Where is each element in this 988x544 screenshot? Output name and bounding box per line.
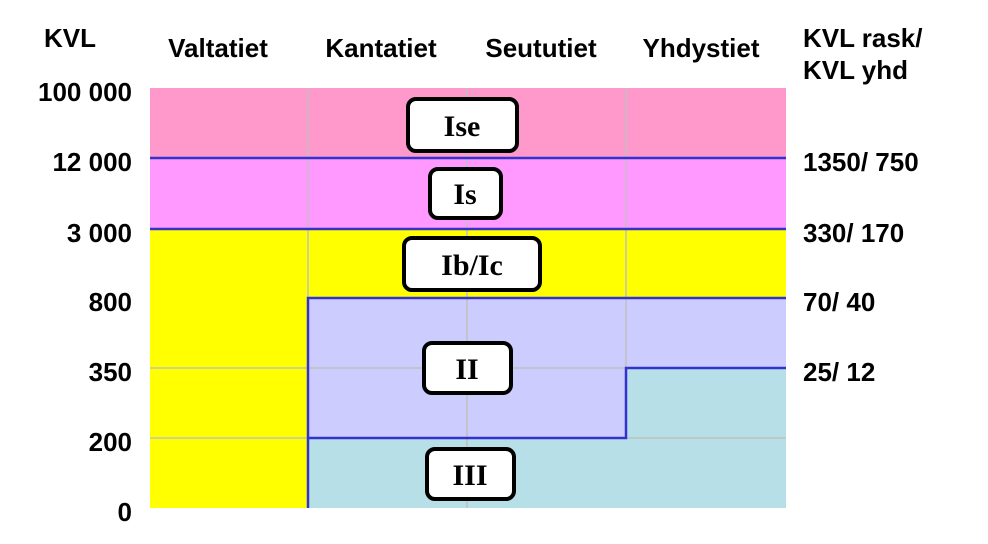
right-value-70-40: 70/ 40 [803,287,876,317]
y-label-12000: 12 000 [52,147,132,177]
class-label-ise [408,99,517,151]
svg-text:II: II [455,353,479,386]
column-header-yhdystiet: Yhdystiet [642,33,760,63]
y-label-0: 0 [117,497,132,527]
column-header-valtatiet: Valtatiet [168,33,268,63]
y-label-3000: 3 000 [66,218,132,248]
region-valtatiet-lower [150,298,308,508]
column-header-seututiet: Seututiet [485,33,597,63]
svg-text:Ib/Ic: Ib/Ic [441,249,503,282]
class-label-ib-ic [404,238,540,290]
svg-text:Ise: Ise [443,110,481,143]
class-label-is [430,169,501,218]
y-label-100000: 100 000 [38,77,132,107]
class-label-iii [427,449,514,499]
column-header-kantatiet: Kantatiet [325,33,437,63]
y-label-800: 800 [88,287,132,317]
y-label-200: 200 [88,427,132,457]
right-header-line2: KVL yhd [803,55,908,85]
svg-text:III: III [452,459,488,492]
svg-text:Is: Is [453,178,477,211]
y-axis-label: KVL [44,23,96,53]
y-label-350: 350 [88,357,132,387]
right-value-330-170: 330/ 170 [803,218,905,248]
right-value-25-12: 25/ 12 [803,357,876,387]
right-header-line1: KVL rask/ [803,23,923,53]
class-label-ii [424,343,511,393]
right-value-1350-750: 1350/ 750 [803,147,919,177]
